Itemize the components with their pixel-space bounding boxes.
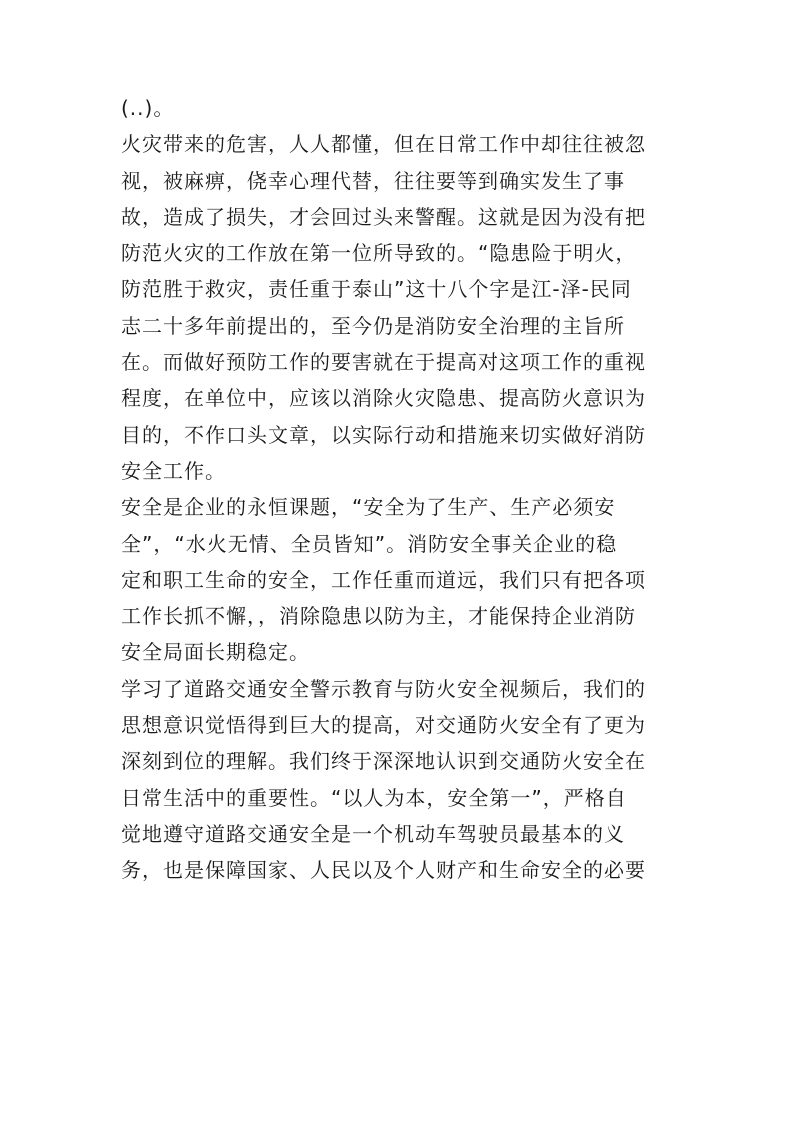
text-line: 定和职工生命的安全，工作任重而道远，我们只有把各项 [121,567,646,592]
text-line: 志二十多年前提出的，至今仍是消防安全治理的主旨所 [121,313,625,338]
text-line: 火灾带来的危害，人人都懂，但在日常工作中却往往被忽 [121,132,646,157]
text-line: 全”，“水火无情、全员皆知”。消防安全事关企业的稳 [121,531,618,556]
text-line: 务，也是保障国家、人民以及个人财产和生命安全的必要 [121,858,646,883]
text-line: 程度，在单位中，应该以消除火灾隐患、提高防火意识为 [121,386,646,411]
text-line: 安全工作。 [121,458,226,483]
text-line: 安全局面长期稳定。 [121,640,310,665]
text-line: 视，被麻痹，侥幸心理代替，往往要等到确实发生了事 [121,168,625,193]
text-line: 日常生活中的重要性。“以人为本，安全第一”，严格自 [121,785,627,810]
text-line: 深刻到位的理解。我们终于深深地认识到交通防火安全在 [121,749,646,774]
text-line: 防范胜于救灾，责任重于泰山”这十八个字是江-泽-民同 [121,277,632,302]
text-line: 工作长抓不懈，，消除隐患以防为主，才能保持企业消防 [121,604,636,629]
text-line: 目的，不作口头文章，以实际行动和措施来切实做好消防 [121,422,646,447]
document-body [121,90,681,889]
text-line: 思想意识觉悟得到巨大的提高，对交通防火安全有了更为 [121,713,646,738]
text-line: 觉地遵守道路交通安全是一个机动车驾驶员最基本的义 [121,821,625,846]
text-line: 防范火灾的工作放在第一位所导致的。“隐患险于明火， [121,241,637,266]
text-line: 故，造成了损失，才会回过头来警醒。这就是因为没有把 [121,204,646,229]
text-line: 学习了道路交通安全警示教育与防火安全视频后，我们的 [121,676,646,701]
text-line: 安全是企业的永恒课题，“安全为了生产、生产必须安 [121,495,616,520]
text-line: (..)。 [121,96,175,120]
text-line: 在。而做好预防工作的要害就在于提高对这项工作的重视 [121,350,646,375]
